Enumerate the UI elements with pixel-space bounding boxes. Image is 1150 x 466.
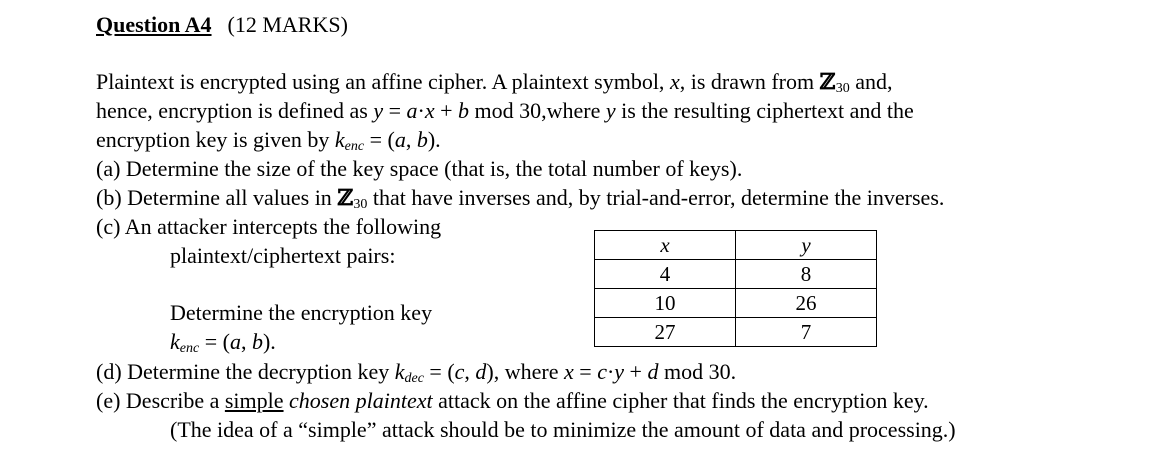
intro-line-1: Plaintext is encrypted using an affine cipher. A plaintext symbol, x, is drawn from ℤ$_{30}$ and, <box>96 69 893 96</box>
part-c-line-1: (c) An attacker intercepts the following <box>96 214 442 239</box>
question-heading <box>96 10 348 40</box>
table-cell: 26 <box>736 289 877 318</box>
table-cell: 10 <box>595 289 736 318</box>
plaintext-ciphertext-table <box>594 230 877 347</box>
question-marks: (12 MARKS) <box>227 12 348 37</box>
question-title: Question A4 <box>96 12 212 37</box>
part-e-note: (The idea of a “simple” attack should be to minimize the amount of data and processing.) <box>170 417 956 442</box>
part-a: (a) Determine the size of the key space (that is, the total number of keys). <box>96 156 743 181</box>
table-header-row <box>595 231 877 260</box>
intro-line-3: encryption key is given by $k_{enc} = (a$, b). <box>96 127 441 154</box>
table-row <box>595 289 877 318</box>
table-cell: 27 <box>595 318 736 347</box>
table-cell: 8 <box>736 260 877 289</box>
part-e: (e) Describe a simple chosen plaintext attack on the affine cipher that finds the encryption key. <box>96 388 929 413</box>
part-c-line-3: Determine the encryption key <box>170 300 433 325</box>
part-c-line-4: $k_{enc} = (a$, b). <box>170 329 276 356</box>
part-b: (b) Determine all values in ℤ$_{30}$ that have inverses and, by trial-and-error, determine the inverses. <box>96 185 945 212</box>
table-header-y: y <box>736 231 877 260</box>
table-cell: 7 <box>736 318 877 347</box>
intro-line-2: hence, encryption is defined as y = a·x + b mod 30,where y is the resulting ciphertext and the <box>96 98 914 123</box>
table-cell: 4 <box>595 260 736 289</box>
part-d: (d) Determine the decryption key $k_{dec} = (c$, d), where x = c·y + d mod 30. <box>96 359 737 386</box>
table-row <box>595 260 877 289</box>
table-header-x: x <box>595 231 736 260</box>
part-c-line-2: plaintext/ciphertext pairs: <box>170 243 396 268</box>
table-row <box>595 318 877 347</box>
